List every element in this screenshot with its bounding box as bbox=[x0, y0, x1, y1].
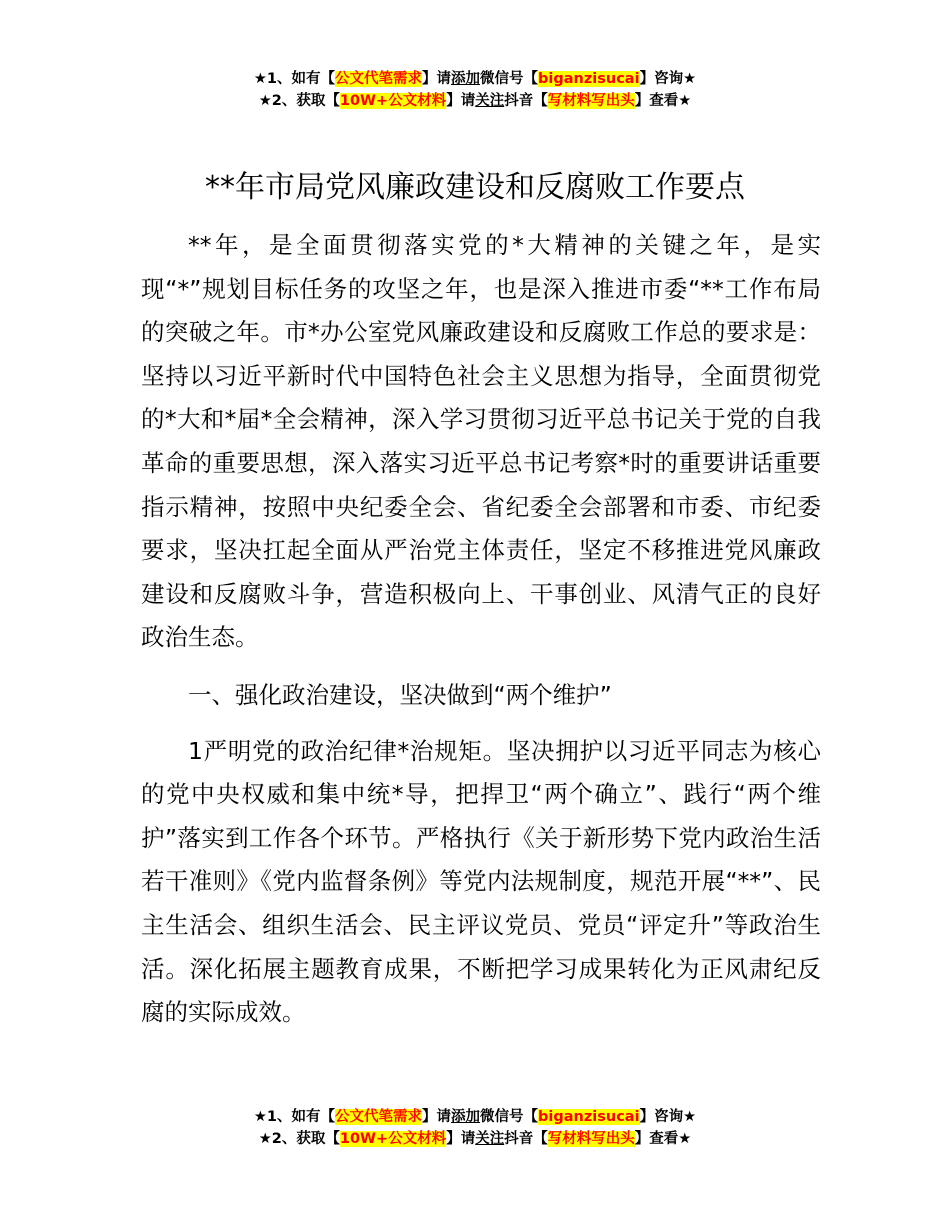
banner-highlight: 写材料写出头 bbox=[547, 1131, 635, 1147]
banner-underlined-text: 添加 bbox=[451, 1109, 481, 1125]
banner-line-1 bbox=[0, 68, 950, 90]
banner-text: ★1、如有【 bbox=[253, 1109, 336, 1125]
banner-text: 】请 bbox=[422, 71, 452, 87]
banner-highlight: biganzisucai bbox=[538, 71, 640, 87]
banner-underlined-text: 添加 bbox=[451, 71, 481, 87]
banner-text: 抖音【 bbox=[504, 93, 548, 109]
section-paragraph: 1严明党的政治纪律*治规矩。坚决拥护以习近平同志为核心的党中央权威和集中统*导，把捍卫“两个确立”、践行“两个维护”落实到工作各个环节。严格执行《关于新形势下党内政治生活若干准则》《党内监督条例》等党内法规制度，规范开展“**”、民主生活会、组织生活会、民主评议党员、党员“评定升”等政治生活。深化拓展主题教育成果，不断把学习成果转化为正风肃纪反腐的实际成效。 bbox=[141, 736, 821, 1027]
banner-highlight: 10W+公文材料 bbox=[339, 93, 447, 109]
document-title: **年市局党风廉政建设和反腐败工作要点 bbox=[205, 170, 745, 205]
header-banner bbox=[0, 68, 950, 112]
banner-line-2 bbox=[0, 90, 950, 112]
banner-line-1 bbox=[0, 1106, 950, 1128]
banner-text: 】请 bbox=[446, 93, 476, 109]
banner-text: 】咨询★ bbox=[639, 1109, 697, 1125]
banner-underlined-text: 关注 bbox=[475, 93, 505, 109]
intro-paragraph: **年，是全面贯彻落实党的*大精神的关键之年，是实现“*”规划目标任务的攻坚之年，也是深入推进市委“**工作布局的突破之年。市*办公室党风廉政建设和反腐败工作总的要求是：坚持以习近平新时代中国特色社会主义思想为指导，全面贯彻党的*大和*届*全会精神，深入学习贯彻习近平总书记关于党的自我革命的重要思想，深入落实习近平总书记考察*时的重要讲话重要指示精神，按照中央纪委全会、省纪委全会部署和市委、市纪委要求，坚决扛起全面从严治党主体责任，坚定不移推进党风廉政建设和反腐败斗争，营造积极向上、干事创业、风清气正的良好政治生态。 bbox=[141, 231, 821, 652]
banner-highlight: 公文代笔需求 bbox=[335, 71, 423, 87]
banner-highlight: 写材料写出头 bbox=[547, 93, 635, 109]
banner-line-2 bbox=[0, 1128, 950, 1150]
banner-text: 】咨询★ bbox=[639, 71, 697, 87]
banner-text: ★2、获取【 bbox=[258, 1131, 340, 1147]
section-heading: 一、强化政治建设，坚决做到“两个维护” bbox=[188, 680, 612, 709]
footer-banner bbox=[0, 1106, 950, 1150]
banner-highlight: biganzisucai bbox=[538, 1109, 640, 1125]
banner-text: ★2、获取【 bbox=[258, 93, 340, 109]
banner-highlight: 公文代笔需求 bbox=[335, 1109, 423, 1125]
banner-text: ★1、如有【 bbox=[253, 71, 336, 87]
document-body bbox=[141, 224, 821, 1035]
banner-text: 】请 bbox=[422, 1109, 452, 1125]
banner-text: 微信号【 bbox=[480, 1109, 539, 1125]
banner-text: 抖音【 bbox=[504, 1131, 548, 1147]
banner-highlight: 10W+公文材料 bbox=[339, 1131, 447, 1147]
banner-text: 】查看★ bbox=[634, 1131, 692, 1147]
banner-text: 】请 bbox=[446, 1131, 476, 1147]
banner-text: 】查看★ bbox=[634, 93, 692, 109]
banner-text: 微信号【 bbox=[480, 71, 539, 87]
banner-underlined-text: 关注 bbox=[475, 1131, 505, 1147]
